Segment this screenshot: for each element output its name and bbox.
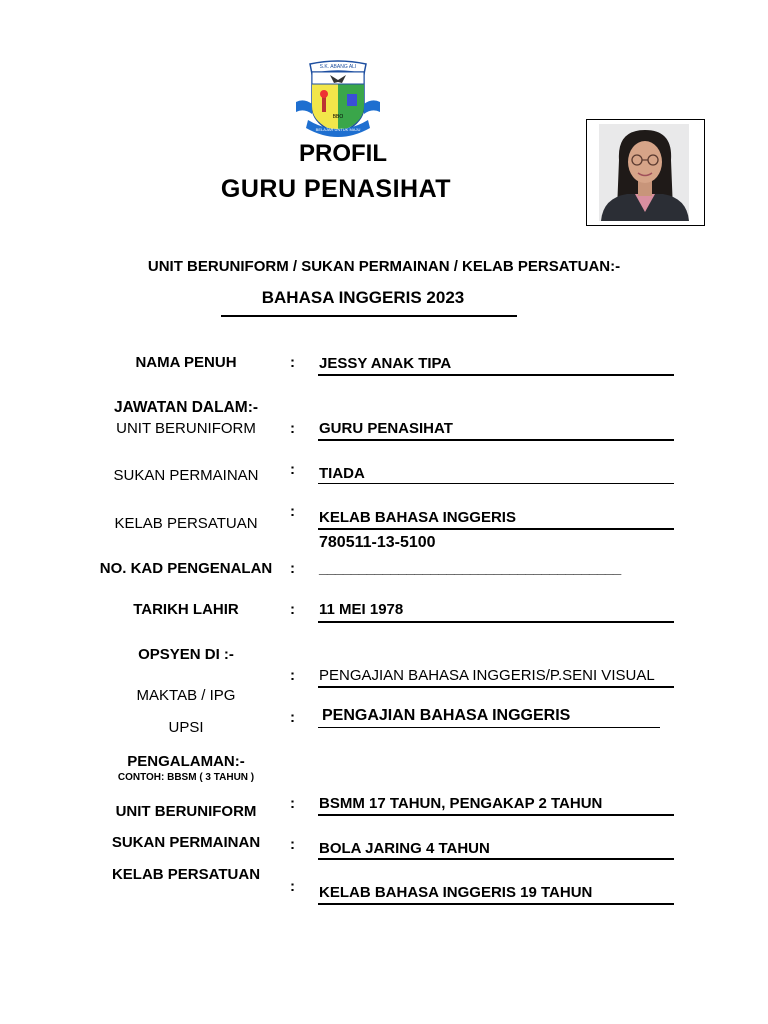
no-kad-label: NO. KAD PENGENALAN xyxy=(99,560,273,577)
unit-beruniform-label: UNIT BERUNIFORM xyxy=(116,420,256,437)
teacher-portrait-photo xyxy=(587,120,704,225)
sukan-permainan-label: SUKAN PERMAINAN xyxy=(113,467,259,484)
exp-sukan-colon: : xyxy=(290,836,295,853)
upsi-value: PENGAJIAN BAHASA INGGERIS xyxy=(322,707,571,724)
exp-unit-colon: : xyxy=(290,795,295,812)
logo-top-text: S.K. ABANG ALI xyxy=(319,64,357,70)
tarikh-lahir-colon: : xyxy=(290,601,295,618)
teacher-photo-frame xyxy=(586,119,705,226)
nama-penuh-value: JESSY ANAK TIPA xyxy=(319,355,452,372)
sukan-permainan-underline xyxy=(318,483,674,484)
upsi-underline xyxy=(318,727,660,728)
subject-underline xyxy=(221,315,517,317)
exp-sukan-label: SUKAN PERMAINAN xyxy=(111,834,261,851)
maktab-label: MAKTAB / IPG xyxy=(136,687,236,704)
kelab-persatuan-underline xyxy=(318,528,674,530)
unit-beruniform-colon: : xyxy=(290,420,295,437)
nama-penuh-underline xyxy=(318,374,674,376)
jawatan-heading: JAWATAN DALAM:- xyxy=(113,399,259,416)
upsi-colon: : xyxy=(290,709,295,726)
maktab-colon: : xyxy=(290,667,295,684)
nama-penuh-colon: : xyxy=(290,354,295,371)
pengalaman-heading: PENGALAMAN:- xyxy=(127,753,245,770)
exp-kelab-underline xyxy=(318,903,674,905)
tarikh-lahir-label: TARIKH LAHIR xyxy=(133,601,239,618)
exp-kelab-colon: : xyxy=(290,878,295,895)
nama-penuh-label: NAMA PENUH xyxy=(135,354,237,371)
kelab-persatuan-label: KELAB PERSATUAN xyxy=(114,515,258,532)
exp-sukan-underline xyxy=(318,858,674,860)
page-subtitle: GURU PENASIHAT xyxy=(220,175,452,203)
no-kad-value: 780511-13-5100 xyxy=(319,534,436,551)
maktab-underline xyxy=(318,686,674,688)
pengalaman-example: CONTOH: BBSM ( 3 TAHUN ) xyxy=(117,772,255,783)
unit-beruniform-underline xyxy=(318,439,674,441)
unit-beruniform-value: GURU PENASIHAT xyxy=(319,420,453,437)
exp-unit-label: UNIT BERUNIFORM xyxy=(115,803,257,820)
no-kad-colon: : xyxy=(290,560,295,577)
logo-motto-text: BELAJAR UNTUK MAJU xyxy=(315,127,361,132)
upsi-label: UPSI xyxy=(168,719,204,736)
kelab-persatuan-colon: : xyxy=(290,503,295,520)
logo-center-text: BBO xyxy=(332,114,344,120)
opsyen-heading: OPSYEN DI :- xyxy=(138,646,234,663)
exp-kelab-value: KELAB BAHASA INGGERIS 19 TAHUN xyxy=(319,884,593,901)
school-crest-logo xyxy=(290,58,386,147)
exp-kelab-label: KELAB PERSATUAN xyxy=(111,866,261,883)
sukan-permainan-colon: : xyxy=(290,461,295,478)
tarikh-lahir-underline xyxy=(318,621,674,623)
exp-unit-value: BSMM 17 TAHUN, PENGAKAP 2 TAHUN xyxy=(319,795,603,812)
exp-sukan-value: BOLA JARING 4 TAHUN xyxy=(319,840,490,857)
exp-unit-underline xyxy=(318,814,674,816)
no-kad-blank-line: ______________________________________ xyxy=(319,560,621,577)
maktab-value: PENGAJIAN BAHASA INGGERIS/P.SENI VISUAL xyxy=(319,667,655,684)
subject-heading: BAHASA INGGERIS 2023 xyxy=(261,288,465,307)
sukan-permainan-value: TIADA xyxy=(319,465,365,482)
page-title: PROFIL xyxy=(299,140,387,167)
unit-heading: UNIT BERUNIFORM / SUKAN PERMAINAN / KELAB PERSATUAN:- xyxy=(147,258,621,275)
kelab-persatuan-value: KELAB BAHASA INGGERIS xyxy=(319,509,516,526)
tarikh-lahir-value: 11 MEI 1978 xyxy=(319,601,404,618)
